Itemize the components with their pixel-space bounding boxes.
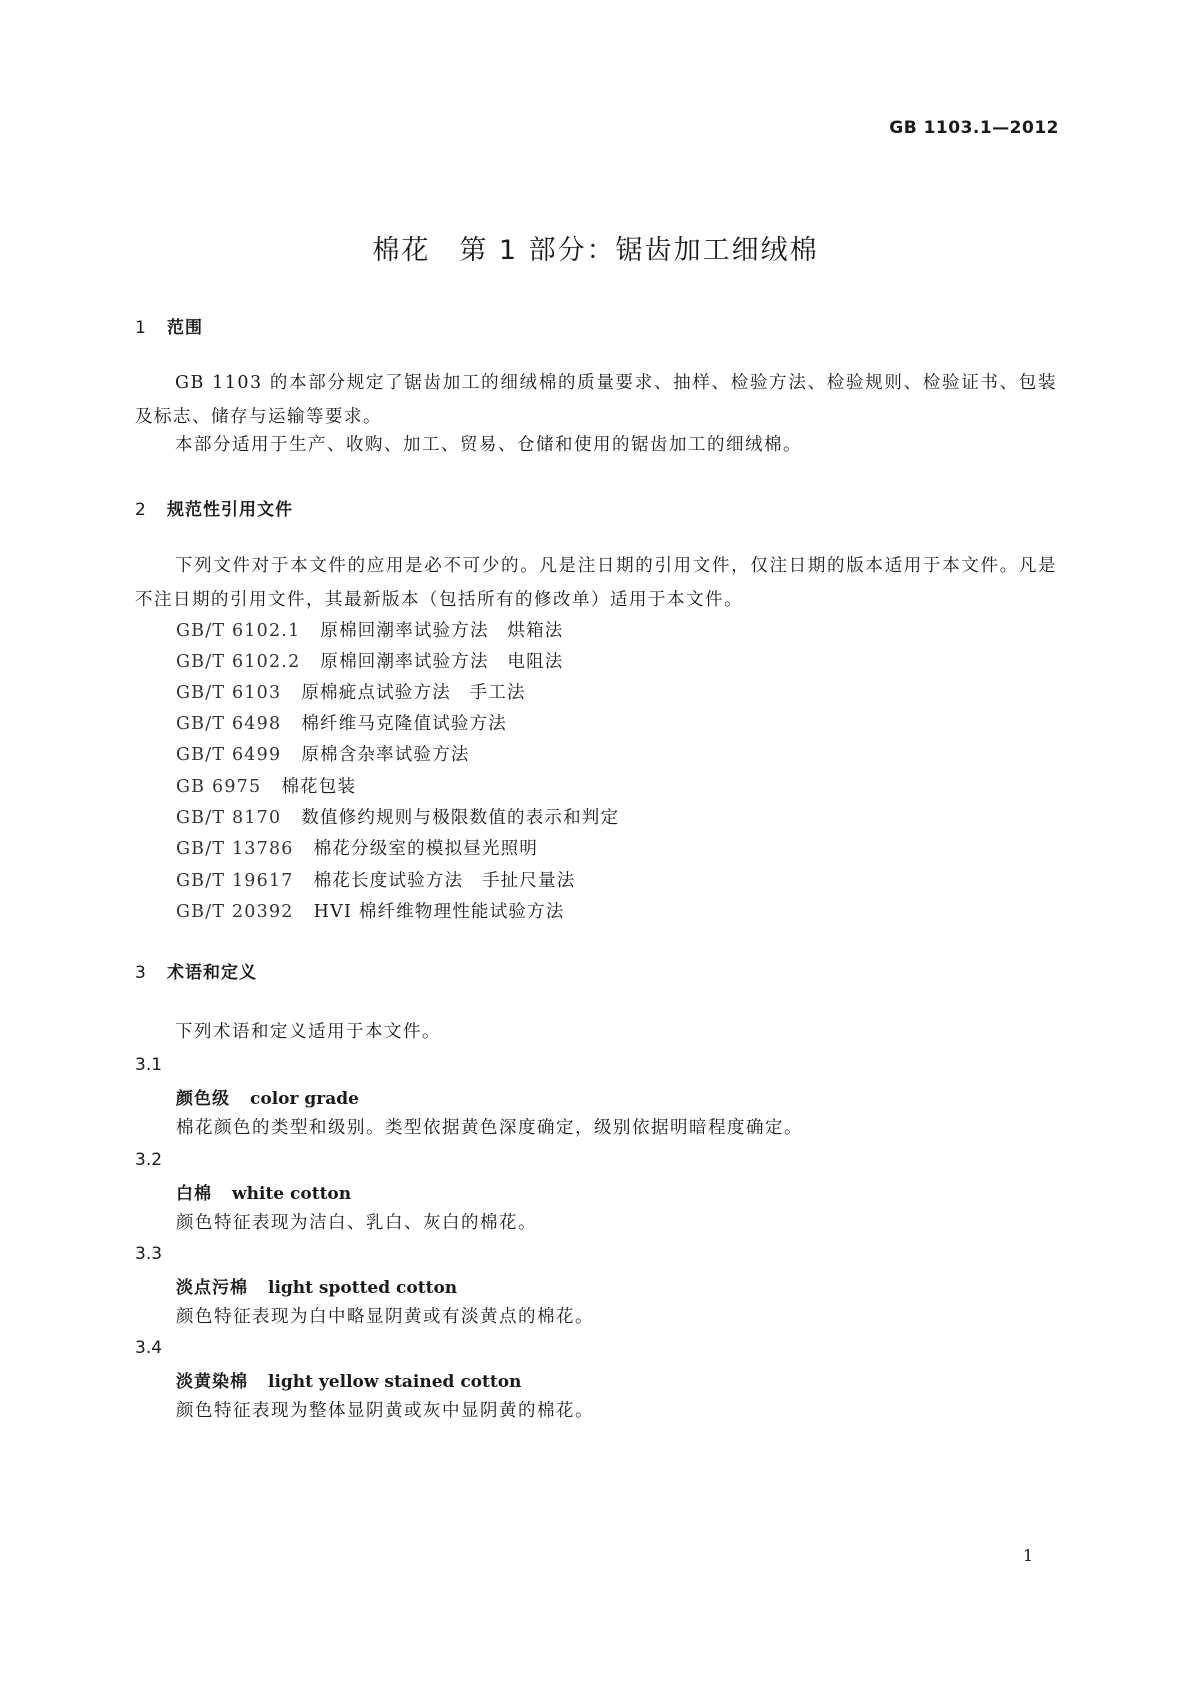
reference-title: 棉纤维马克隆值试验方法 bbox=[301, 714, 508, 734]
term-definition: 颜色特征表现为洁白、乳白、灰白的棉花。 bbox=[176, 1213, 537, 1233]
term-name-en: light yellow stained cotton bbox=[268, 1372, 522, 1392]
reference-code: GB 6975 bbox=[176, 777, 262, 797]
reference-code: GB/T 20392 bbox=[176, 902, 294, 922]
reference-item bbox=[176, 898, 565, 923]
reference-item bbox=[176, 648, 564, 673]
term-name-zh: 淡点污棉 bbox=[176, 1278, 248, 1298]
term-number: 3.2 bbox=[135, 1150, 163, 1170]
reference-item bbox=[176, 710, 507, 735]
term-definition: 颜色特征表现为白中略显阴黄或有淡黄点的棉花。 bbox=[176, 1307, 594, 1327]
page-number: 1 bbox=[1023, 1546, 1034, 1565]
term-name bbox=[176, 1367, 521, 1392]
term-definition: 棉花颜色的类型和级别。类型依据黄色深度确定，级别依据明暗程度确定。 bbox=[176, 1118, 803, 1138]
section-title: 术语和定义 bbox=[167, 963, 257, 983]
reference-title: 棉花包装 bbox=[281, 777, 357, 797]
section-2-heading bbox=[135, 495, 293, 520]
scope-paragraph-2: 本部分适用于生产、收购、加工、贸易、仓储和使用的锯齿加工的细绒棉。 bbox=[175, 435, 802, 455]
section-3-heading bbox=[135, 958, 257, 983]
reference-item bbox=[176, 679, 526, 704]
reference-code: GB/T 6102.1 bbox=[176, 621, 301, 641]
reference-title: 原棉含杂率试验方法 bbox=[301, 745, 470, 765]
reference-code: GB/T 6499 bbox=[176, 745, 282, 765]
reference-item bbox=[176, 867, 575, 892]
reference-title: 棉花分级室的模拟昼光照明 bbox=[313, 839, 539, 859]
section-number: 3 bbox=[135, 963, 147, 983]
reference-item bbox=[176, 835, 538, 860]
section-number: 1 bbox=[135, 318, 147, 338]
reference-code: GB/T 19617 bbox=[176, 871, 294, 891]
term-name-en: light spotted cotton bbox=[268, 1278, 458, 1298]
term-name-zh: 白棉 bbox=[176, 1184, 212, 1204]
reference-code: GB/T 6103 bbox=[176, 683, 282, 703]
term-name bbox=[176, 1273, 457, 1298]
term-definition: 颜色特征表现为整体显阴黄或灰中显阴黄的棉花。 bbox=[176, 1401, 594, 1421]
reference-title: 棉花长度试验方法 手扯尺量法 bbox=[313, 871, 576, 891]
reference-code: GB/T 13786 bbox=[176, 839, 294, 859]
term-name-zh: 颜色级 bbox=[176, 1089, 230, 1109]
document-title: 棉花 第 1 部分：锯齿加工细绒棉 bbox=[372, 235, 819, 266]
normative-intro: 下列文件对于本文件的应用是必不可少的。凡是注日期的引用文件，仅注日期的版本适用于本文件。凡是不注日期的引用文件，其最新版本（包括所有的修改单）适用于本文件。 bbox=[135, 556, 1057, 610]
reference-item bbox=[176, 804, 619, 829]
term-name-zh: 淡黄染棉 bbox=[176, 1372, 248, 1392]
reference-code: GB/T 8170 bbox=[176, 808, 282, 828]
reference-title: 原棉疵点试验方法 手工法 bbox=[301, 683, 526, 703]
term-name-en: color grade bbox=[250, 1089, 359, 1109]
reference-title: 数值修约规则与极限数值的表示和判定 bbox=[301, 808, 620, 828]
term-number: 3.3 bbox=[135, 1244, 163, 1264]
section-1-heading bbox=[135, 313, 203, 338]
section-number: 2 bbox=[135, 500, 147, 520]
standard-code: GB 1103.1—2012 bbox=[889, 118, 1059, 138]
section-title: 规范性引用文件 bbox=[167, 500, 293, 520]
scope-paragraph-1: GB 1103 的本部分规定了锯齿加工的细绒棉的质量要求、抽样、检验方法、检验规则、检验证书、包装及标志、储存与运输等要求。 bbox=[135, 373, 1057, 427]
reference-title: 原棉回潮率试验方法 电阻法 bbox=[320, 652, 564, 672]
reference-title: 原棉回潮率试验方法 烘箱法 bbox=[320, 621, 564, 641]
reference-item bbox=[176, 617, 564, 642]
term-name bbox=[176, 1084, 359, 1109]
term-name bbox=[176, 1179, 351, 1204]
term-name-en: white cotton bbox=[232, 1184, 352, 1204]
terms-intro: 下列术语和定义适用于本文件。 bbox=[175, 1022, 441, 1042]
reference-code: GB/T 6102.2 bbox=[176, 652, 301, 672]
section-title: 范围 bbox=[167, 318, 203, 338]
reference-item bbox=[176, 773, 356, 798]
term-number: 3.1 bbox=[135, 1055, 163, 1075]
reference-item bbox=[176, 741, 470, 766]
reference-code: GB/T 6498 bbox=[176, 714, 282, 734]
term-number: 3.4 bbox=[135, 1338, 163, 1358]
reference-title: HVI 棉纤维物理性能试验方法 bbox=[313, 902, 565, 922]
